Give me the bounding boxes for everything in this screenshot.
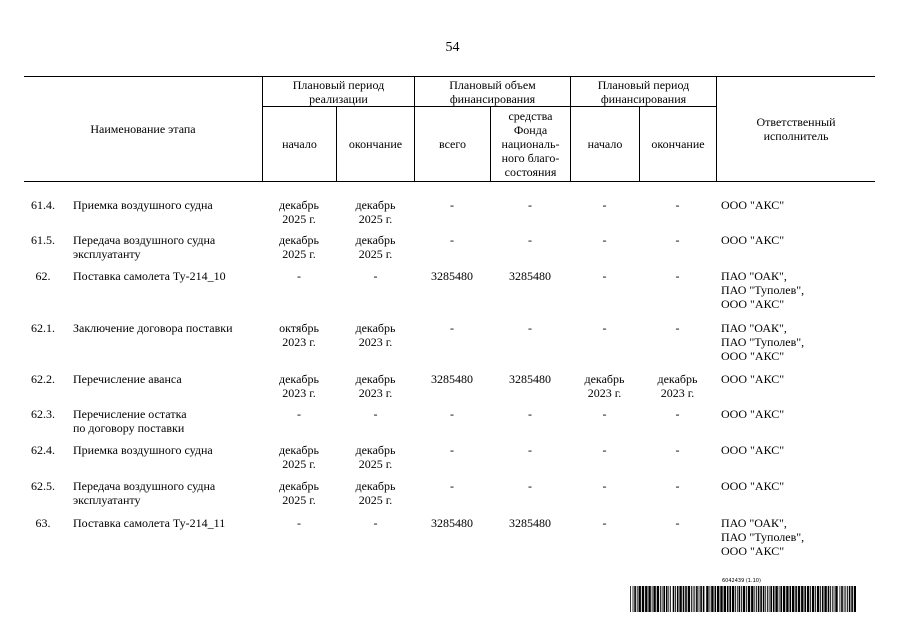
- finance-period-start-line: 2023 г.: [587, 386, 622, 400]
- stage-name-line: Приемка воздушного судна: [73, 443, 213, 457]
- barcode-bar: [657, 586, 659, 612]
- barcode-bar: [662, 586, 663, 612]
- stage-name-cell: [73, 443, 263, 457]
- barcode-bar: [739, 586, 741, 612]
- barcode-bar: [770, 586, 772, 612]
- barcode-bar: [737, 586, 738, 612]
- stage-name-line: Передача воздушного судна: [73, 233, 216, 247]
- barcode-bar: [832, 586, 833, 612]
- barcode-bar: [673, 586, 675, 612]
- row-number-cell: 61.4.: [31, 198, 55, 212]
- header-end: окончание: [348, 137, 403, 151]
- barcode-bar: [711, 586, 713, 612]
- finance-period-end-cell: [639, 269, 716, 283]
- barcode-bar: [679, 586, 681, 612]
- finance-period-end-line: -: [675, 198, 680, 212]
- period-start-cell: [262, 479, 336, 507]
- finance-period-start-line: -: [602, 407, 607, 421]
- barcode-bar: [767, 586, 768, 612]
- stage-name-cell: [73, 269, 263, 283]
- executor-cell: [721, 479, 871, 493]
- period-start-line: 2023 г.: [282, 335, 316, 349]
- row-number-cell: 62.1.: [31, 321, 55, 335]
- period-end-line: декабрь: [355, 443, 396, 457]
- period-start-line: 2025 г.: [282, 247, 316, 261]
- row-number-cell: 62.3.: [31, 407, 55, 421]
- row-number-cell: 62.: [35, 269, 51, 283]
- barcode-bar: [642, 586, 644, 612]
- barcode-bar: [729, 586, 731, 612]
- finance-period-end-cell: [639, 233, 716, 247]
- barcode-bar: [717, 586, 719, 612]
- period-start-line: декабрь: [279, 233, 319, 247]
- barcode-bar: [824, 586, 826, 612]
- finance-period-start-cell: [570, 479, 639, 493]
- barcode-bar: [668, 586, 669, 612]
- period-start-cell: [262, 372, 336, 400]
- barcode-bar: [807, 586, 809, 612]
- executor-line: ПАО "Туполев",: [721, 283, 805, 297]
- finance-period-end-line: -: [675, 407, 680, 421]
- finance-fund-cell: -: [528, 407, 532, 421]
- period-end-cell: [337, 269, 414, 283]
- finance-period-start-cell: [570, 372, 639, 400]
- barcode-bar: [790, 586, 792, 612]
- stage-name-line: по договору поставки: [73, 421, 185, 435]
- executor-line: ПАО "ОАК",: [721, 269, 787, 283]
- period-end-cell: [337, 321, 414, 349]
- barcode-bar: [804, 586, 806, 612]
- barcode-bar: [830, 586, 831, 612]
- period-start-line: 2023 г.: [282, 386, 316, 400]
- period-end-line: 2025 г.: [358, 457, 393, 471]
- barcode-bar: [706, 586, 708, 612]
- period-start-cell: [262, 233, 336, 261]
- executor-line: ООО "АКС": [721, 544, 785, 558]
- finance-total-cell: -: [450, 198, 454, 212]
- barcode-bar: [847, 586, 848, 612]
- header-planned-period-impl: Плановый период реализации: [292, 78, 385, 106]
- finance-fund-cell: -: [528, 233, 532, 247]
- finance-fund-cell: -: [528, 443, 532, 457]
- barcode-bar: [751, 586, 753, 612]
- barcode-bar: [786, 586, 788, 612]
- stage-name-line: Приемка воздушного судна: [73, 198, 213, 212]
- barcode-bar: [741, 586, 742, 612]
- barcode-bar: [845, 586, 846, 612]
- barcode-bar: [849, 586, 851, 612]
- barcode-bar: [773, 586, 775, 612]
- finance-total-cell: -: [450, 443, 454, 457]
- period-end-line: 2023 г.: [358, 335, 393, 349]
- barcode-bar: [639, 586, 641, 612]
- finance-period-start-line: -: [602, 198, 607, 212]
- finance-total-cell: -: [450, 479, 454, 493]
- header-bottom-border: [24, 181, 875, 182]
- period-end-line: декабрь: [355, 233, 396, 247]
- executor-line: ООО "АКС": [721, 198, 785, 212]
- barcode-bar: [760, 586, 762, 612]
- barcode-bar: [683, 586, 685, 612]
- barcode-bar: [660, 586, 661, 612]
- barcode-bar: [633, 586, 634, 612]
- period-start-line: октябрь: [279, 321, 319, 335]
- barcode-bar: [758, 586, 760, 612]
- finance-fund-cell: 3285480: [509, 269, 551, 283]
- barcode-bar: [835, 586, 837, 612]
- finance-period-end-line: -: [675, 269, 680, 283]
- period-start-line: декабрь: [279, 198, 319, 212]
- period-start-cell: [262, 269, 336, 283]
- row-number-cell: 63.: [35, 516, 51, 530]
- barcode-bar: [798, 586, 800, 612]
- finance-period-end-cell: [639, 372, 716, 400]
- period-end-cell: [337, 443, 414, 471]
- barcode-bar: [748, 586, 750, 612]
- barcode-bar: [637, 586, 638, 612]
- finance-period-end-line: -: [675, 443, 680, 457]
- barcode-bar: [648, 586, 650, 612]
- finance-fund-cell: -: [528, 198, 532, 212]
- row-number-cell: 62.5.: [31, 479, 55, 493]
- period-start-cell: [262, 443, 336, 471]
- finance-period-end-line: 2023 г.: [660, 386, 695, 400]
- barcode-bar: [840, 586, 841, 612]
- finance-period-end-line: декабрь: [657, 372, 698, 386]
- executor-cell: [721, 321, 871, 363]
- finance-fund-cell: -: [528, 479, 532, 493]
- barcode-bar: [854, 586, 856, 612]
- executor-line: ООО "АКС": [721, 443, 785, 457]
- period-end-line: -: [373, 407, 378, 421]
- barcode-caption: 6042439 (1.10): [722, 578, 761, 584]
- period-end-line: -: [373, 516, 378, 530]
- finance-period-end-cell: [639, 479, 716, 493]
- barcode-bar: [677, 586, 679, 612]
- period-start-line: 2025 г.: [282, 457, 316, 471]
- finance-period-start-cell: [570, 198, 639, 212]
- period-start-cell: [262, 407, 336, 421]
- barcode-bar: [696, 586, 698, 612]
- period-end-line: -: [373, 269, 378, 283]
- period-start-line: -: [297, 407, 301, 421]
- barcode-bar: [703, 586, 705, 612]
- finance-period-start-line: -: [602, 443, 607, 457]
- barcode-bar: [775, 586, 777, 612]
- barcode-bar: [795, 586, 797, 612]
- stage-name-cell: [73, 233, 263, 261]
- executor-cell: [721, 198, 871, 212]
- period-end-cell: [337, 198, 414, 226]
- barcode-bar: [685, 586, 687, 612]
- executor-line: ООО "АКС": [721, 407, 785, 421]
- header-planned-period-fin: Плановый период финансирования: [597, 78, 690, 106]
- barcode-bar: [694, 586, 695, 612]
- period-end-cell: [337, 372, 414, 400]
- barcode-bar: [724, 586, 726, 612]
- stage-name-cell: [73, 407, 263, 435]
- barcode-bar: [743, 586, 745, 612]
- finance-fund-cell: 3285480: [509, 516, 551, 530]
- finance-period-end-line: -: [675, 516, 680, 530]
- finance-total-cell: 3285480: [431, 269, 473, 283]
- period-start-cell: [262, 198, 336, 226]
- barcode-bar: [700, 586, 702, 612]
- barcode-bar: [652, 586, 653, 612]
- finance-total-cell: 3285480: [431, 372, 473, 386]
- barcode-bar: [630, 586, 631, 612]
- executor-cell: [721, 372, 871, 386]
- stage-name-line: эксплуатанту: [73, 493, 141, 507]
- stage-name-cell: [73, 479, 263, 507]
- period-start-line: -: [297, 516, 301, 530]
- executor-cell: [721, 269, 871, 311]
- period-end-line: декабрь: [355, 321, 396, 335]
- finance-period-start-cell: [570, 269, 639, 283]
- period-end-line: 2025 г.: [358, 247, 393, 261]
- header-fund: средства Фонда националь- ного благо- состояния: [501, 109, 560, 179]
- barcode-bar: [653, 586, 655, 612]
- period-end-cell: [337, 516, 414, 530]
- stage-name-line: Поставка самолета Ту-214_11: [73, 516, 226, 530]
- barcode-bar: [645, 586, 647, 612]
- row-number-cell: 62.4.: [31, 443, 55, 457]
- period-start-line: -: [297, 269, 301, 283]
- barcode-bar: [663, 586, 665, 612]
- finance-period-start-line: -: [602, 321, 607, 335]
- period-start-line: декабрь: [279, 372, 319, 386]
- barcode-bar: [727, 586, 729, 612]
- stage-name-line: Передача воздушного судна: [73, 479, 216, 493]
- header-planned-volume: Плановый объем финансирования: [449, 78, 536, 106]
- finance-period-end-line: -: [675, 479, 680, 493]
- barcode-bar: [699, 586, 700, 612]
- finance-period-end-cell: [639, 321, 716, 335]
- finance-total-cell: -: [450, 407, 454, 421]
- page-number: 54: [445, 40, 460, 55]
- barcode-bar: [756, 586, 757, 612]
- period-end-line: 2025 г.: [358, 493, 393, 507]
- executor-cell: [721, 233, 871, 247]
- header-fin-end: окончание: [651, 137, 705, 151]
- barcode-bar: [815, 586, 816, 612]
- finance-period-start-cell: [570, 407, 639, 421]
- finance-period-end-line: -: [675, 233, 680, 247]
- stage-name-line: эксплуатанту: [73, 247, 141, 261]
- header-stage-name: Наименование этапа: [90, 122, 196, 136]
- barcode-bar: [720, 586, 722, 612]
- stage-name-cell: [73, 321, 263, 335]
- executor-line: ПАО "Туполев",: [721, 335, 805, 349]
- executor-cell: [721, 516, 871, 558]
- barcode-bar: [828, 586, 830, 612]
- executor-line: ПАО "ОАК",: [721, 516, 787, 530]
- barcode-bar: [841, 586, 843, 612]
- barcode-bar: [820, 586, 821, 612]
- period-end-cell: [337, 479, 414, 507]
- row-number-cell: 61.5.: [31, 233, 55, 247]
- header-start: начало: [282, 137, 317, 151]
- barcode-bar: [769, 586, 770, 612]
- barcode-bar: [688, 586, 690, 612]
- finance-period-end-cell: [639, 516, 716, 530]
- period-end-line: 2023 г.: [358, 386, 393, 400]
- barcode-bar: [810, 586, 811, 612]
- period-start-cell: [262, 321, 336, 349]
- stage-name-line: Перечисление остатка: [73, 407, 187, 421]
- executor-line: ООО "АКС": [721, 479, 785, 493]
- barcode-bar: [779, 586, 780, 612]
- period-end-line: декабрь: [355, 479, 396, 493]
- barcode-bar: [693, 586, 694, 612]
- period-end-line: 2025 г.: [358, 212, 393, 226]
- executor-cell: [721, 443, 871, 457]
- barcode-bar: [666, 586, 668, 612]
- barcode-bar: [812, 586, 814, 612]
- stage-name-line: Поставка самолета Ту-214_10: [73, 269, 226, 283]
- stage-name-cell: [73, 198, 263, 212]
- finance-period-end-line: -: [675, 321, 680, 335]
- finance-period-end-cell: [639, 407, 716, 421]
- row-number-cell: 62.2.: [31, 372, 55, 386]
- header-total: всего: [438, 137, 467, 151]
- barcode-bar: [763, 586, 765, 612]
- finance-total-cell: 3285480: [431, 516, 473, 530]
- barcode-bar: [851, 586, 853, 612]
- period-start-cell: [262, 516, 336, 530]
- finance-period-start-cell: [570, 321, 639, 335]
- barcode-bar: [817, 586, 819, 612]
- barcode-bar: [735, 586, 736, 612]
- header-fin-start: начало: [587, 137, 623, 151]
- executor-line: ООО "АКС": [721, 372, 785, 386]
- finance-period-start-cell: [570, 443, 639, 457]
- barcode-bar: [780, 586, 782, 612]
- stage-name-cell: [73, 372, 263, 386]
- period-start-line: декабрь: [279, 443, 319, 457]
- barcode-bar: [834, 586, 835, 612]
- period-start-line: 2025 г.: [282, 493, 316, 507]
- barcode-bar: [710, 586, 711, 612]
- barcode-bar: [783, 586, 785, 612]
- barcode-bar: [634, 586, 636, 612]
- barcode-bar: [822, 586, 824, 612]
- barcode-bar: [675, 586, 676, 612]
- header-executor: Ответственный исполнитель: [756, 115, 836, 143]
- finance-period-start-line: декабрь: [584, 372, 625, 386]
- executor-line: ПАО "Туполев",: [721, 530, 805, 544]
- period-end-line: декабрь: [355, 372, 396, 386]
- finance-total-cell: -: [450, 321, 454, 335]
- barcode-bar: [754, 586, 755, 612]
- finance-period-start-line: -: [602, 516, 607, 530]
- executor-line: ПАО "ОАК",: [721, 321, 787, 335]
- period-end-line: декабрь: [355, 198, 396, 212]
- executor-line: ООО "АКС": [721, 233, 785, 247]
- barcode-bar: [670, 586, 671, 612]
- barcode-bar: [746, 586, 747, 612]
- finance-period-start-line: -: [602, 269, 607, 283]
- barcode-bar: [792, 586, 794, 612]
- finance-period-start-line: -: [602, 233, 607, 247]
- finance-period-start-cell: [570, 233, 639, 247]
- executor-cell: [721, 407, 871, 421]
- stage-name-cell: [73, 516, 263, 530]
- finance-period-start-line: -: [602, 479, 607, 493]
- executor-line: ООО "АКС": [721, 349, 785, 363]
- period-end-cell: [337, 407, 414, 421]
- finance-period-end-cell: [639, 198, 716, 212]
- barcode-bar: [801, 586, 803, 612]
- barcode-bar: [765, 586, 766, 612]
- finance-period-end-cell: [639, 443, 716, 457]
- period-start-line: 2025 г.: [282, 212, 316, 226]
- period-end-cell: [337, 233, 414, 261]
- barcode-bar: [691, 586, 692, 612]
- period-start-line: декабрь: [279, 479, 319, 493]
- finance-total-cell: -: [450, 233, 454, 247]
- stage-name-line: Перечисление аванса: [73, 372, 182, 386]
- executor-line: ООО "АКС": [721, 297, 785, 311]
- barcode-bar: [715, 586, 717, 612]
- stage-name-line: Заключение договора поставки: [73, 321, 233, 335]
- barcode-bar: [844, 586, 845, 612]
- barcode-bar: [732, 586, 734, 612]
- finance-fund-cell: 3285480: [509, 372, 551, 386]
- finance-period-start-cell: [570, 516, 639, 530]
- finance-fund-cell: -: [528, 321, 532, 335]
- barcode: [630, 586, 856, 612]
